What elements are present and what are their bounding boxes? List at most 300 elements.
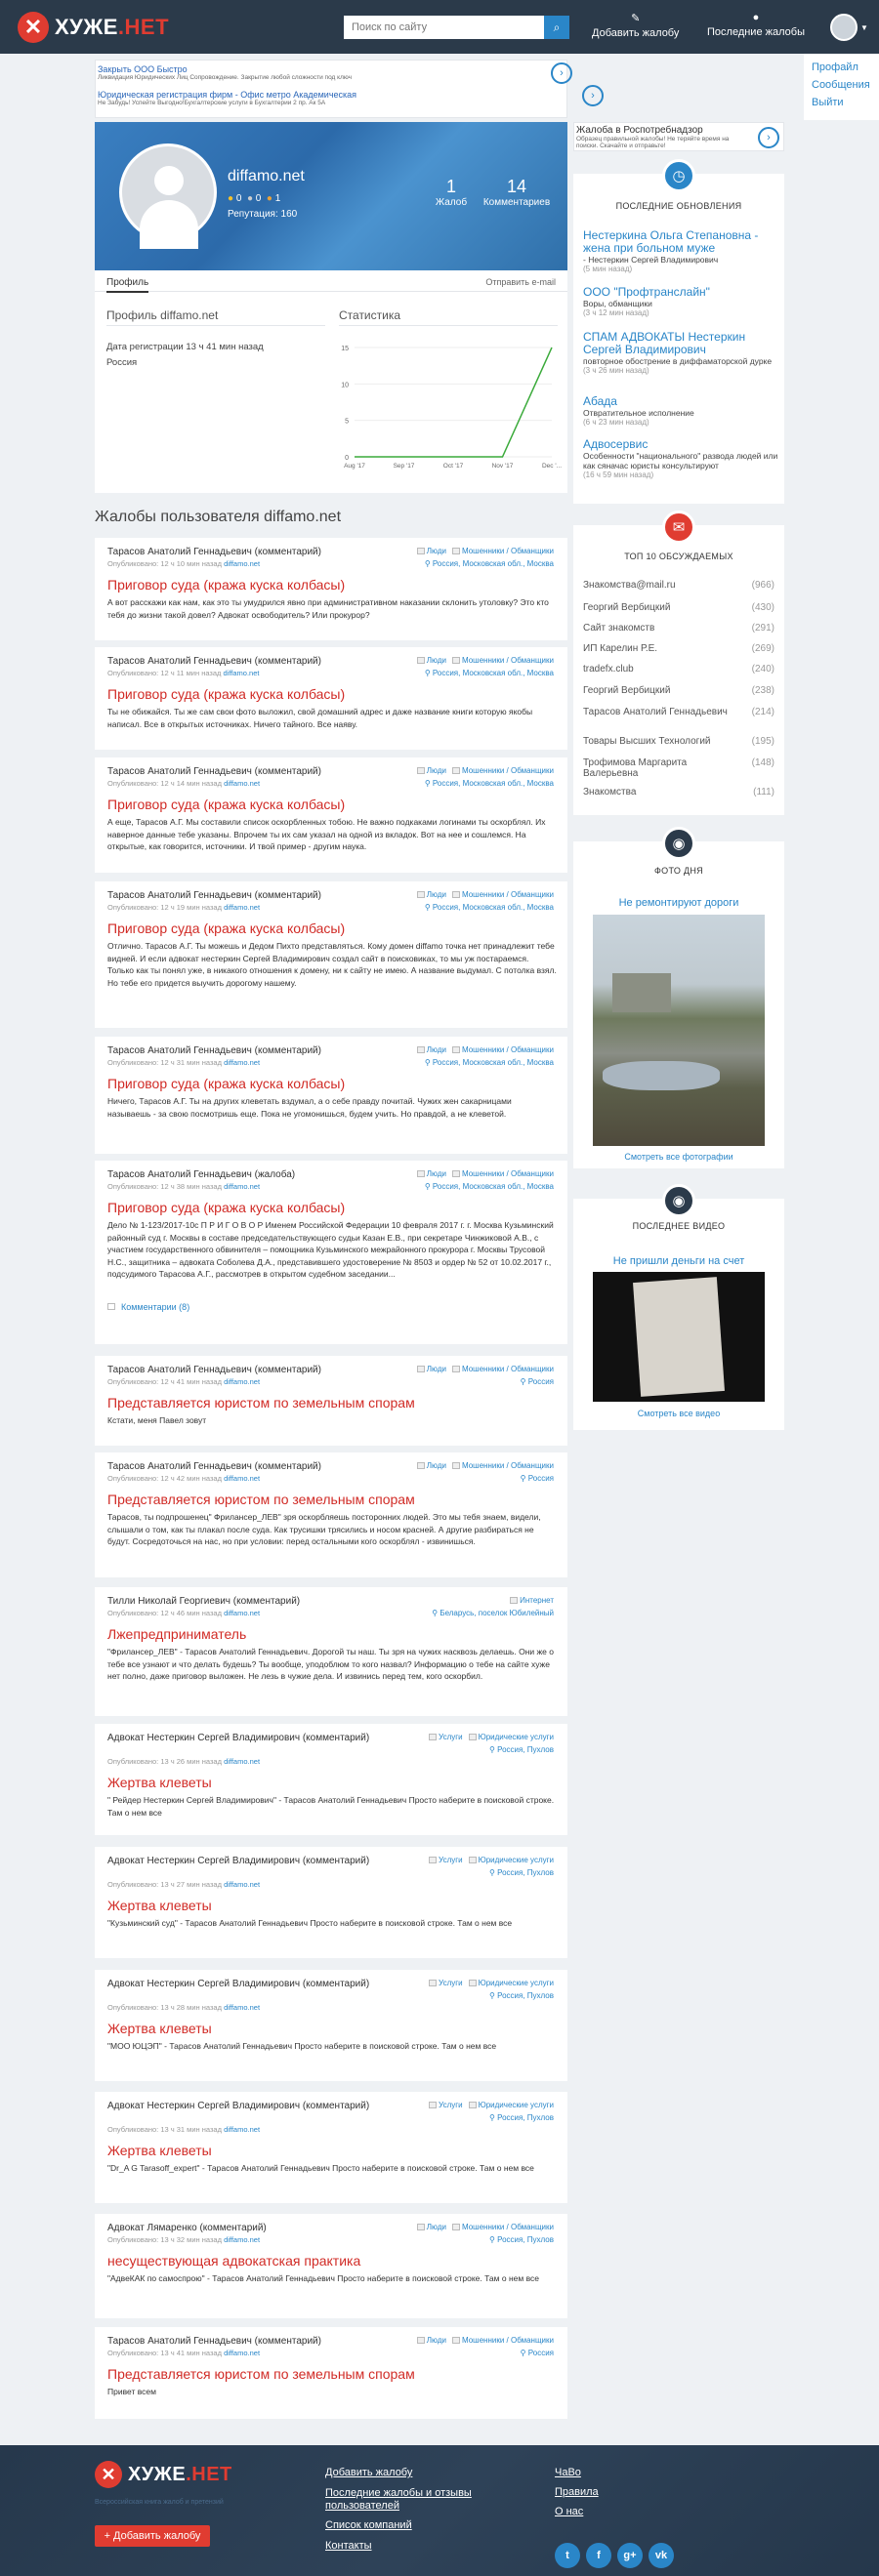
- twitter-icon[interactable]: t: [555, 2543, 580, 2568]
- complaint-location: [425, 903, 554, 912]
- complaint-location: [489, 1868, 554, 1877]
- category-link[interactable]: Люди: [426, 1045, 446, 1054]
- top10-item[interactable]: [583, 787, 774, 797]
- update-desc: - Нестеркин Сергей Владимирович: [583, 255, 719, 265]
- complaint-categories: [423, 1979, 554, 1987]
- complaint-site-link[interactable]: diffamo.net: [224, 1757, 261, 1766]
- complaint-text: Привет всем: [107, 2387, 156, 2396]
- logo-tld: .НЕТ: [186, 2463, 232, 2485]
- divider: [106, 325, 325, 326]
- complaint-author[interactable]: Тарасов Анатолий Геннадьевич (комментарий): [107, 1365, 321, 1375]
- category-link[interactable]: Люди: [426, 547, 446, 555]
- update-item: [583, 229, 778, 273]
- subcategory-link[interactable]: Мошенники / Обманщики: [461, 547, 554, 555]
- x-tick-label: Dec '...: [541, 463, 563, 470]
- camera-icon: ◉: [662, 1184, 695, 1217]
- location-link[interactable]: Россия, Московская обл., Москва: [432, 903, 554, 912]
- top10-item[interactable]: [583, 685, 774, 696]
- chevron-right-icon[interactable]: ›: [551, 62, 572, 84]
- complaint-title[interactable]: Жертва клеветы: [107, 1898, 212, 1913]
- category-icon: [510, 1597, 518, 1604]
- ad-title: Закрыть ООО Быстро: [98, 64, 188, 74]
- complaint-site-link[interactable]: diffamo.net: [224, 1609, 261, 1617]
- complaint-author[interactable]: Адвокат Нестеркин Сергей Владимирович (комментарий): [107, 1856, 370, 1866]
- category-icon: [417, 2224, 425, 2230]
- published-time: Опубликовано: 13 ч 26 мин назад: [107, 1757, 225, 1766]
- ad-item[interactable]: [98, 90, 356, 106]
- complaint-published: [107, 1377, 260, 1386]
- location-link[interactable]: Россия, Пухлов: [497, 2113, 554, 2122]
- subcategory-link[interactable]: Юридические услуги: [478, 1856, 554, 1864]
- logo-text: [55, 15, 169, 40]
- update-item: [583, 395, 778, 427]
- profile-banner: [95, 122, 567, 270]
- top10-widget: [573, 519, 784, 815]
- complaint-title[interactable]: Приговор суда (кража куска колбасы): [107, 797, 346, 812]
- category-icon: [429, 2102, 437, 2108]
- info-icon: ●: [752, 12, 760, 23]
- category-icon: [452, 1046, 460, 1053]
- rating-dots: ● 0 ● 0 ● 1: [228, 193, 281, 204]
- category-icon: [417, 891, 425, 898]
- all-photos-link[interactable]: Смотреть все фотографии: [624, 1152, 733, 1162]
- search-icon: ⌕: [553, 20, 561, 34]
- video-widget: [573, 1193, 784, 1430]
- complaint-site-link[interactable]: diffamo.net: [223, 669, 260, 677]
- top10-count: (238): [751, 685, 774, 696]
- location-link[interactable]: Россия, Пухлов: [497, 1868, 554, 1877]
- complaint-location: [489, 2235, 554, 2244]
- top10-name: Трофимова Маргарита Валерьевна: [583, 757, 688, 779]
- complaint-author[interactable]: Тарасов Анатолий Геннадьевич (комментарий): [107, 656, 321, 667]
- complaint-text: Кстати, меня Павел зовут: [107, 1415, 207, 1425]
- chevron-down-icon[interactable]: ▼: [860, 23, 868, 32]
- update-item: [583, 286, 778, 317]
- complaint-categories: [504, 1596, 554, 1605]
- location-link[interactable]: Россия, Пухлов: [497, 1745, 554, 1754]
- category-icon: [417, 2337, 425, 2344]
- rating-positive: 0: [235, 193, 242, 204]
- complaint-card: [95, 647, 567, 750]
- complaint-text: А еще, Тарасов А.Г. Мы составили список оскорбленных тобою. Не важно подкаками логинами ты оскорблял. Их наверное данные тебе указаны. Впрочем ты их сам указал на одной из вкладок. Вот на нее и сошлемся. На открытые, как говорится, источники. И твой пример - другим наука.: [107, 817, 546, 851]
- complaints-label: Жалоб: [435, 197, 468, 208]
- complaint-location: [425, 669, 554, 677]
- x-tick-label: Nov '17: [491, 463, 514, 470]
- vk-icon[interactable]: vk: [649, 2543, 674, 2568]
- published-time: Опубликовано: 12 ч 46 мин назад: [107, 1609, 225, 1617]
- subcategory-link[interactable]: Мошенники / Обманщики: [461, 2336, 554, 2345]
- complaint-text: "АдвеКАК по самоспрою" - Тарасов Анатолий Геннадьевич Просто наберите в поисковой строке. Там о нем все: [107, 2273, 539, 2283]
- location-link[interactable]: Беларусь, поселок Юбилейный: [440, 1609, 554, 1617]
- menu-profile[interactable]: Профайл: [812, 61, 858, 73]
- all-videos-link[interactable]: Смотреть все видео: [637, 1409, 721, 1418]
- complaint-card: [95, 1724, 567, 1835]
- footer-add-complaint-button[interactable]: + Добавить жалобу: [95, 2525, 210, 2547]
- complaint-card: [95, 2327, 567, 2419]
- comments-link[interactable]: [107, 1302, 189, 1312]
- complaint-author[interactable]: Тарасов Анатолий Геннадьевич (комментарий): [107, 1045, 321, 1056]
- category-link[interactable]: Люди: [426, 656, 446, 665]
- complaint-published: [107, 2349, 260, 2357]
- category-link[interactable]: Люди: [426, 766, 446, 775]
- category-icon: [429, 1734, 437, 1740]
- update-item: [583, 331, 778, 375]
- complaint-title[interactable]: Приговор суда (кража куска колбасы): [107, 686, 346, 702]
- complaint-title[interactable]: Приговор суда (кража куска колбасы): [107, 1200, 346, 1215]
- complaint-card: [95, 1452, 567, 1577]
- update-time: (3 ч 26 мин назад): [583, 366, 649, 375]
- complaint-site-link[interactable]: diffamo.net: [224, 2349, 261, 2357]
- update-time: (5 мин назад): [583, 265, 633, 273]
- footer-link-faq[interactable]: ЧаВо: [555, 2467, 581, 2478]
- category-icon: [417, 767, 425, 774]
- location-link[interactable]: Россия, Московская обл., Москва: [432, 1058, 554, 1067]
- video-caption[interactable]: Не пришли деньги на счет: [612, 1255, 745, 1267]
- ad-text: Не Забудь! Успейте Выгодно!Бухгалтерские услуги в Бухгалтерии 2 пр. Ак 5А: [98, 100, 326, 106]
- map-pin-icon: ⚲: [424, 669, 431, 677]
- subcategory-link[interactable]: Юридические услуги: [478, 1733, 554, 1741]
- complaint-text: Отлично. Тарасов А.Г. Ты можешь и Дедом Пихто представляться. Кому домен diffamo точка нет принадлежит тебе видней. И если адвокат нестеркин Сергей Владимирович создал сайт в поисковиках, то мы уж постараемся. Только как ты понял уже, в никакого отношения к домену, ни к сайту не имею. А название выдумал. С потолка взял. Но тебе его придется выучить дорогому нашему.: [107, 941, 557, 988]
- published-time: Опубликовано: 12 ч 42 мин назад: [107, 1474, 225, 1483]
- update-link[interactable]: ООО "Профтранслайн": [583, 285, 710, 299]
- complaint-site-link[interactable]: diffamo.net: [224, 1474, 261, 1483]
- category-icon: [452, 767, 460, 774]
- footer-link-add[interactable]: Добавить жалобу: [325, 2467, 413, 2478]
- footer-logo[interactable]: [95, 2461, 232, 2488]
- map-pin-icon: ⚲: [489, 1991, 495, 2000]
- complaint-categories: [423, 1856, 554, 1864]
- category-icon: [417, 657, 425, 664]
- statistics-title: Статистика: [339, 308, 401, 322]
- map-pin-icon: ⚲: [424, 903, 431, 912]
- rating-negative: 1: [274, 193, 281, 204]
- location-link[interactable]: Россия, Московская обл., Москва: [432, 669, 554, 677]
- ad-text: Ликвидация Юридических Лиц Сопровождение. Закрытие любой сложности под ключ: [98, 74, 352, 81]
- category-link[interactable]: Люди: [426, 890, 446, 899]
- top10-name: Георгий Вербицкий: [583, 602, 671, 613]
- location-link[interactable]: Россия: [527, 1474, 554, 1483]
- location-link[interactable]: Россия, Пухлов: [497, 1991, 554, 2000]
- top10-name: Знакомства@mail.ru: [583, 580, 676, 591]
- complaint-author[interactable]: Адвокат Лямаренко (комментарий): [107, 2223, 267, 2233]
- complaint-published: [107, 2125, 260, 2134]
- stat-complaints: [432, 177, 471, 208]
- complaint-text: Ты не обижайся. Ты же сам свои фото выложил, свой домашний адрес и даже название книги которую якобы написал. Все в открытых источниках. Ничего тайного. Все наяву.: [107, 707, 533, 729]
- logo-text: [128, 2464, 232, 2486]
- complaint-card: [95, 1847, 567, 1958]
- map-pin-icon: ⚲: [489, 2235, 495, 2244]
- footer-link-rules[interactable]: Правила: [555, 2486, 599, 2498]
- top10-item[interactable]: [583, 736, 774, 747]
- subcategory-link[interactable]: Мошенники / Обманщики: [461, 1045, 554, 1054]
- category-link[interactable]: Услуги: [439, 1856, 463, 1864]
- category-link[interactable]: Услуги: [439, 1733, 463, 1741]
- top10-name: Тарасов Анатолий Геннадьевич: [583, 707, 728, 717]
- category-icon: [417, 1366, 425, 1372]
- complaint-location: [425, 559, 554, 568]
- reputation-label: Репутация:: [228, 209, 278, 220]
- complaint-author[interactable]: Тарасов Анатолий Геннадьевич (комментарий): [107, 547, 321, 557]
- complaint-author[interactable]: Тилли Николай Георгиевич (комментарий): [107, 1596, 301, 1607]
- photo-title: ФОТО ДНЯ: [654, 866, 703, 876]
- complaint-title[interactable]: Представляется юристом по земельным спорам: [107, 1492, 415, 1507]
- registration-date: Дата регистрации 13 ч 41 мин назад: [106, 342, 264, 352]
- complaint-location: [425, 779, 554, 788]
- complaint-categories: [411, 1045, 554, 1054]
- category-link[interactable]: Услуги: [439, 1979, 463, 1987]
- complaint-text: Дело № 1-123/2017-10с П Р И Г О В О Р Именем Российской Федерации 10 февраля 2017 г. г. Москва Кузьминский районный суд г. Москвы в составе председательствующего судьи Казан Е.В., при секретаре Чинжиковой А.В., с участием государственного обвинителя – помощника Кузьминского межрайонного прокурора г. Москвы Трусовой Н.С., защитника – адвоката Соболева Д.А., представившего удостоверение № 8503 и ордер № 52 от 10.02.2017 г., подсудимого Тарасова А.Г., рассмотрев в открытом судебном заседании...: [107, 1220, 554, 1279]
- complaint-text: А вот расскажи как нам, как это ты умудрился явно при административном наказании склонить утоловку? Это кто тебя до жизни такой довел? Адвокат освободитель? Или прокурор?: [107, 597, 549, 620]
- update-link[interactable]: СПАМ АДВОКАТЫ Нестеркин Сергей Владимирович: [583, 330, 746, 356]
- photo-of-the-day[interactable]: [593, 915, 765, 1146]
- complaint-categories: [411, 2223, 554, 2231]
- footer-link-companies[interactable]: Список компаний: [325, 2519, 412, 2531]
- update-link[interactable]: Нестеркина Ольга Степановна - жена при больном муже: [583, 228, 759, 255]
- complaint-card: [95, 1356, 567, 1446]
- top10-item[interactable]: [583, 602, 774, 613]
- complaints-count: 1: [445, 177, 456, 196]
- search-input[interactable]: [344, 16, 544, 39]
- comments-count-label: Комментарии (8): [121, 1302, 190, 1312]
- x-tick-label: Oct '17: [442, 463, 464, 470]
- camera-icon: ◉: [662, 827, 695, 860]
- ad-block-top: [95, 60, 567, 118]
- top10-count: (111): [753, 787, 774, 797]
- top10-item[interactable]: [583, 664, 774, 675]
- complaint-author[interactable]: Адвокат Нестеркин Сергей Владимирович (комментарий): [107, 1979, 370, 1989]
- category-icon: [452, 2337, 460, 2344]
- series-line: [355, 348, 552, 457]
- site-header: [0, 0, 879, 54]
- site-logo[interactable]: [18, 12, 169, 43]
- complaint-author[interactable]: Тарасов Анатолий Геннадьевич (комментарий): [107, 890, 321, 901]
- top10-item[interactable]: [583, 580, 774, 591]
- ad-text: Образец правильной жалобы! Не теряйте время на поиски. Скачайте и отправьте!: [576, 136, 730, 149]
- update-time: (3 ч 12 мин назад): [583, 308, 649, 317]
- category-icon: [452, 1462, 460, 1469]
- chevron-right-icon[interactable]: ›: [758, 127, 779, 148]
- complaint-published: [107, 1182, 260, 1191]
- published-time: Опубликовано: 12 ч 38 мин назад: [107, 1182, 225, 1191]
- location-link[interactable]: Россия: [527, 1377, 554, 1386]
- map-pin-icon: ⚲: [424, 1182, 431, 1191]
- complaint-location: [425, 1182, 554, 1191]
- complaint-title[interactable]: Жертва клеветы: [107, 2021, 212, 2036]
- published-time: Опубликовано: 12 ч 14 мин назад: [107, 779, 225, 788]
- complaint-location: [489, 1991, 554, 2000]
- complaint-categories: [411, 1169, 554, 1178]
- logo-main: ХУЖЕ: [55, 15, 118, 39]
- category-link[interactable]: Люди: [426, 2336, 446, 2345]
- published-time: Опубликовано: 13 ч 31 мин назад: [107, 2125, 225, 2134]
- complaint-location: [425, 1058, 554, 1067]
- ad-title: Жалоба в Роспотребнадзор: [576, 125, 703, 136]
- photo-widget: [573, 836, 784, 1168]
- published-time: Опубликовано: 13 ч 27 мин назад: [107, 1880, 225, 1889]
- location-link[interactable]: Россия, Пухлов: [497, 2235, 554, 2244]
- logo-tld: .НЕТ: [117, 15, 170, 39]
- complaint-site-link[interactable]: diffamo.net: [224, 779, 261, 788]
- footer-link-contacts[interactable]: Контакты: [325, 2540, 372, 2552]
- category-icon: [452, 891, 460, 898]
- complaint-published: [107, 1058, 260, 1067]
- category-icon: [452, 657, 460, 664]
- complaint-author[interactable]: Тарасов Анатолий Геннадьевич (комментарий): [107, 2336, 321, 2347]
- subcategory-link[interactable]: Мошенники / Обманщики: [461, 1365, 554, 1373]
- ad-block-side[interactable]: [573, 122, 784, 151]
- subcategory-link[interactable]: Мошенники / Обманщики: [461, 1461, 554, 1470]
- complaint-title[interactable]: Приговор суда (кража куска колбасы): [107, 577, 346, 593]
- complaint-card: [95, 757, 567, 873]
- location-link[interactable]: Россия, Московская обл., Москва: [432, 559, 554, 568]
- location-link[interactable]: Россия, Московская обл., Москва: [432, 1182, 554, 1191]
- subcategory-link[interactable]: Юридические услуги: [478, 2101, 554, 2109]
- subcategory-link[interactable]: Мошенники / Обманщики: [461, 1169, 554, 1178]
- top10-item[interactable]: [583, 707, 774, 717]
- update-link[interactable]: Абада: [583, 394, 617, 408]
- location-link[interactable]: Россия, Московская обл., Москва: [432, 779, 554, 788]
- subcategory-link[interactable]: Мошенники / Обманщики: [461, 2223, 554, 2231]
- facebook-icon[interactable]: f: [586, 2543, 611, 2568]
- complaint-site-link[interactable]: diffamo.net: [224, 2235, 261, 2244]
- video-thumbnail[interactable]: [593, 1272, 765, 1402]
- complaint-site-link[interactable]: diffamo.net: [224, 2125, 261, 2134]
- map-pin-icon: ⚲: [520, 2349, 526, 2357]
- chevron-right-icon[interactable]: ›: [582, 85, 604, 106]
- complaint-author[interactable]: Адвокат Нестеркин Сергей Владимирович (комментарий): [107, 1733, 370, 1743]
- logo-main: ХУЖЕ: [128, 2463, 187, 2485]
- complaint-published: [107, 1609, 260, 1617]
- ad-item[interactable]: [98, 64, 352, 81]
- footer-link-latest[interactable]: Последние жалобы и отзывы пользователей: [325, 2487, 472, 2512]
- complaint-site-link[interactable]: diffamo.net: [224, 1377, 261, 1386]
- complaint-card: [95, 2214, 567, 2318]
- google-plus-icon[interactable]: g+: [617, 2543, 643, 2568]
- update-link[interactable]: Адвосервис: [583, 437, 649, 451]
- add-complaint-link[interactable]: [592, 12, 679, 39]
- category-link[interactable]: Услуги: [439, 2101, 463, 2109]
- complaints-section-title: Жалобы пользователя diffamo.net: [95, 509, 342, 525]
- complaint-card: [95, 1970, 567, 2081]
- category-link[interactable]: Люди: [426, 2223, 446, 2231]
- footer-link-about[interactable]: О нас: [555, 2506, 584, 2517]
- complaint-categories: [423, 2101, 554, 2109]
- complaint-text: "Dr_A G Tarasoff_expert" - Тарасов Анатолий Геннадьевич Просто наберите в поисковой строке. Там о нем все: [107, 2163, 534, 2173]
- complaint-author[interactable]: Адвокат Нестеркин Сергей Владимирович (комментарий): [107, 2101, 370, 2111]
- complaint-author[interactable]: Тарасов Анатолий Геннадьевич (комментарий): [107, 766, 321, 777]
- top10-item[interactable]: [583, 643, 774, 654]
- complaint-location: [432, 1609, 554, 1617]
- complaint-site-link[interactable]: diffamo.net: [224, 1182, 261, 1191]
- category-icon: [469, 2102, 477, 2108]
- category-icon: [469, 1734, 477, 1740]
- menu-messages[interactable]: Сообщения: [812, 79, 870, 91]
- subcategory-link[interactable]: Интернет: [520, 1596, 554, 1605]
- y-tick-label: 15: [341, 346, 349, 352]
- y-tick-label: 10: [341, 382, 349, 389]
- complaint-categories: [411, 890, 554, 899]
- complaint-author[interactable]: Тарасов Анатолий Геннадьевич (комментарий): [107, 1461, 321, 1472]
- complaint-title[interactable]: Жертва клеветы: [107, 2143, 212, 2158]
- complaint-location: [521, 1474, 554, 1483]
- top10-item[interactable]: [583, 623, 774, 634]
- top10-count: (430): [751, 602, 774, 613]
- map-pin-icon: ⚲: [424, 559, 431, 568]
- subcategory-link[interactable]: Мошенники / Обманщики: [461, 890, 554, 899]
- complaint-title[interactable]: Жертва клеветы: [107, 1775, 212, 1790]
- user-avatar[interactable]: [830, 14, 858, 41]
- complaint-site-link[interactable]: diffamo.net: [224, 903, 261, 912]
- top10-count: (148): [751, 757, 774, 768]
- complaint-site-link[interactable]: diffamo.net: [224, 559, 261, 568]
- logo-mark: ✕: [95, 2461, 122, 2488]
- complaint-published: [107, 1474, 260, 1483]
- category-icon: [429, 1857, 437, 1863]
- search-button[interactable]: [544, 16, 569, 39]
- complaint-title[interactable]: Представляется юристом по земельным спорам: [107, 2366, 415, 2382]
- published-time: Опубликовано: 12 ч 11 мин назад: [107, 669, 224, 677]
- tab-profile[interactable]: Профиль: [106, 277, 148, 293]
- complaint-published: [107, 903, 260, 912]
- map-pin-icon: ⚲: [424, 1058, 431, 1067]
- complaint-site-link[interactable]: diffamo.net: [224, 1880, 261, 1889]
- send-email-link[interactable]: Отправить e-mail: [485, 277, 556, 287]
- menu-logout[interactable]: Выйти: [812, 97, 844, 108]
- top10-item[interactable]: [583, 757, 774, 779]
- complaint-title[interactable]: Лжепредприниматель: [107, 1626, 247, 1642]
- complaint-title[interactable]: Приговор суда (кража куска колбасы): [107, 1076, 346, 1091]
- subcategory-link[interactable]: Мошенники / Обманщики: [461, 656, 554, 665]
- category-icon: [417, 1170, 425, 1177]
- category-link[interactable]: Люди: [426, 1461, 446, 1470]
- published-time: Опубликовано: 12 ч 19 мин назад: [107, 903, 225, 912]
- location-link[interactable]: Россия: [527, 2349, 554, 2357]
- complaint-published: [107, 779, 260, 788]
- y-tick-label: 0: [345, 455, 349, 462]
- complaint-title[interactable]: Приговор суда (кража куска колбасы): [107, 920, 346, 936]
- latest-complaints-link[interactable]: [707, 12, 805, 38]
- complaint-card: [95, 1587, 567, 1716]
- subcategory-link[interactable]: Мошенники / Обманщики: [461, 766, 554, 775]
- top10-count: (240): [751, 664, 774, 675]
- complaint-published: [107, 669, 259, 677]
- category-icon: [417, 1046, 425, 1053]
- complaint-title[interactable]: Представляется юристом по земельным спорам: [107, 1395, 415, 1411]
- photo-caption[interactable]: Не ремонтируют дороги: [618, 897, 739, 909]
- complaint-text: Тарасов, ты подпрошенец" Фрилансер_ЛЕВ" зря оскорбляешь посторонних людей. Это мы тебя знаем, видели, слышали о том, как ты плакал после суда. Как трусишки трясились и носом красней. А другие разбираться не будут. Сосредоточься на нас, но при условии: перед остальными кого оскорблял - извинишься.: [107, 1512, 541, 1546]
- ad-title: Юридическая регистрация фирм - Офис метро Академическая: [98, 90, 357, 100]
- complaint-categories: [423, 1733, 554, 1741]
- category-icon: [469, 1857, 477, 1863]
- x-tick-label: Aug '17: [344, 463, 365, 470]
- subcategory-link[interactable]: Юридические услуги: [478, 1979, 554, 1987]
- top10-name: Товары Высших Технологий: [583, 736, 711, 747]
- complaint-site-link[interactable]: diffamo.net: [224, 1058, 261, 1067]
- complaint-site-link[interactable]: diffamo.net: [224, 2003, 261, 2012]
- comment-icon: [107, 1303, 115, 1310]
- complaint-categories: [411, 2336, 554, 2345]
- profile-tabs: [95, 270, 567, 292]
- top10-name: Сайт знакомств: [583, 623, 655, 634]
- complaint-title[interactable]: несуществующая адвокатская практика: [107, 2253, 361, 2269]
- chat-icon: ✉: [662, 511, 695, 544]
- complaint-author[interactable]: Тарасов Анатолий Геннадьевич (жалоба): [107, 1169, 296, 1180]
- category-link[interactable]: Люди: [426, 1169, 446, 1178]
- published-time: Опубликовано: 13 ч 28 мин назад: [107, 2003, 225, 2012]
- category-link[interactable]: Люди: [426, 1365, 446, 1373]
- complaint-published: [107, 1880, 260, 1889]
- complaint-text: " Рейдер Нестеркин Сергей Владимирович" - Тарасов Анатолий Геннадьевич Просто наберите в поисковой строке. Там о нем все: [107, 1795, 555, 1818]
